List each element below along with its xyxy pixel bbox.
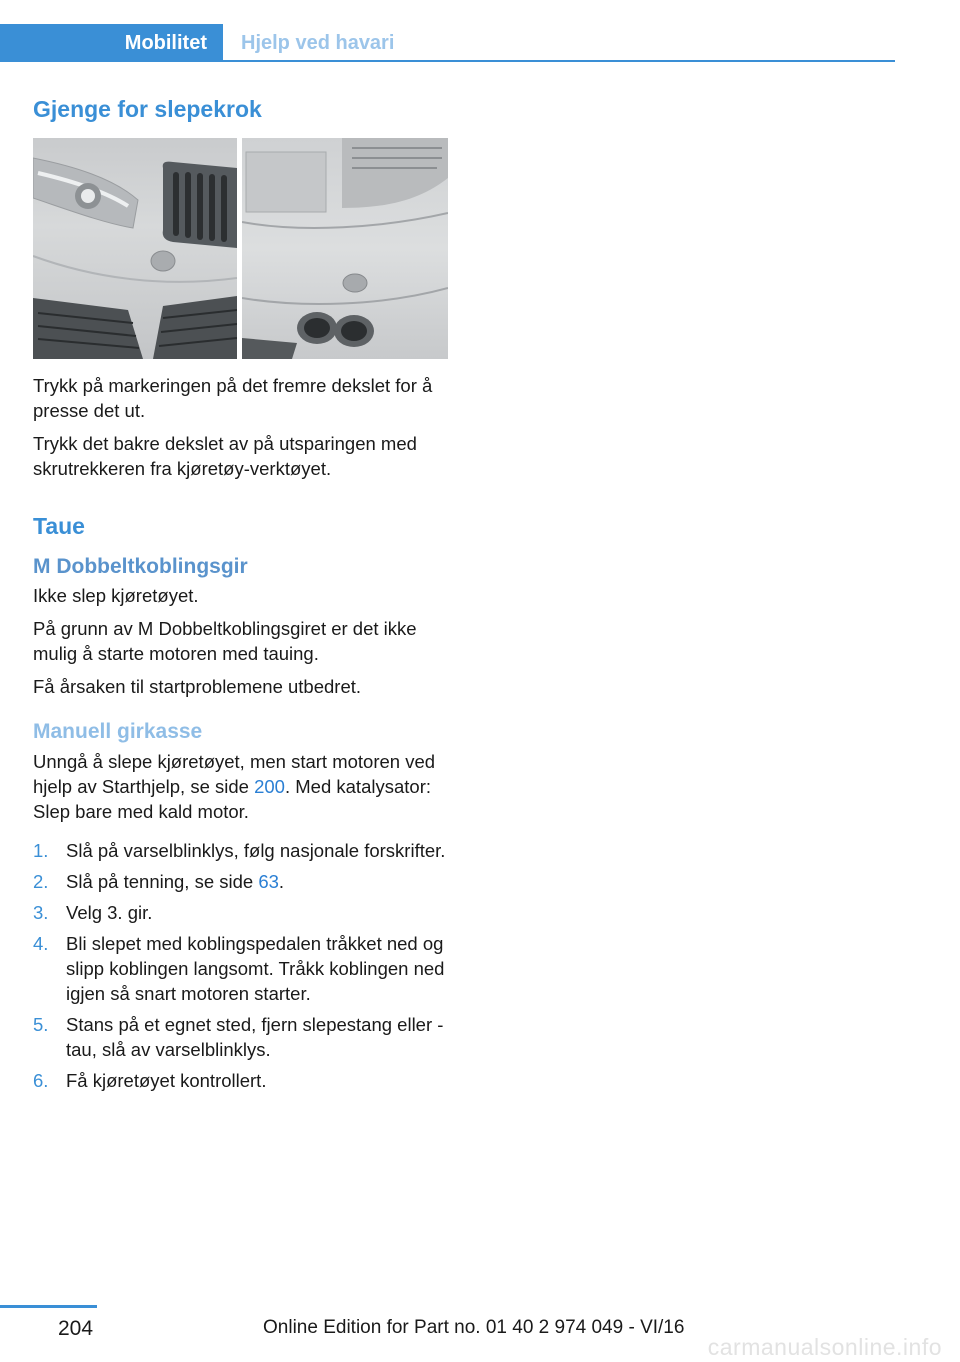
step-number: 3. [33,901,49,923]
step-number: 6. [33,1069,49,1091]
step-text: Slå på varselblinklys, følg nasjonale forskrifter. [66,839,446,861]
front-bumper-image [33,138,237,359]
paragraph-front-cover: Trykk på markeringen på det fremre dekslet for å presse det ut. [33,374,433,421]
list-item [33,869,448,894]
page-number: 204 [58,1317,94,1340]
footer-divider [0,1305,97,1308]
paragraph-rear-cover: Trykk det bakre dekslet av på utsparingen med skrutrekkeren fra kjøretøy-verktøyet. [33,432,417,479]
page-content [33,96,448,1099]
step-text: Velg 3. gir. [66,901,153,923]
section-title-gjenge: Gjenge for slepekrok [33,96,262,122]
list-item [33,931,448,1006]
page-header [0,24,895,62]
subsection-title-manuell: Manuell girkasse [33,720,203,744]
list-item [33,900,448,925]
step-text: Slå på tenning, se side [66,870,259,892]
rear-bumper-image [242,138,448,359]
tab-hjelp-ved-havari[interactable]: Hjelp ved havari [241,32,395,54]
step-number: 4. [33,932,49,954]
watermark: carmanualsonline.info [707,1334,942,1360]
manual-intro-text-end: . Med katalysator: Slep bare med kald motor. [33,775,431,822]
list-item [33,1068,448,1093]
step-number: 2. [33,870,49,892]
step-number: 5. [33,1013,49,1035]
step-text: Få kjøretøyet kontrollert. [66,1069,267,1091]
edition-text: Online Edition for Part no. 01 40 2 974 049 - VI/16 [263,1317,685,1338]
tow-hook-thread-figure [33,138,448,359]
section-title-taue: Taue [33,512,85,539]
paragraph-fix-cause: Få årsaken til startproblemene utbedret. [33,676,362,698]
list-item [33,838,448,863]
paragraph-manual-intro [33,749,448,824]
header-divider [0,60,895,62]
tab-mobilitet-label: Mobilitet [124,32,207,54]
step-text-end: . [278,870,285,892]
paragraph-cannot-start: På grunn av M Dobbeltkoblingsgiret er det ikke mulig å starte motoren med tauing. [33,618,417,665]
tow-steps-list [33,838,448,1093]
step-text: Bli slepet med koblingspedalen tråkket ned og slipp koblingen langsomt. Tråkk koblingen ned igjen så snart motoren starter. [66,932,445,1004]
tab-mobilitet[interactable] [0,24,223,62]
page-link-63[interactable]: 63 [258,870,279,892]
step-text: Stans på et egnet sted, fjern slepestang eller -tau, slå av varselblinklys. [66,1013,444,1060]
paragraph-no-tow: Ikke slep kjøretøyet. [33,585,199,607]
step-number: 1. [33,839,49,861]
subsection-title-dobbeltkobling: M Dobbeltkoblingsgir [33,555,248,579]
manual-intro-text: Unngå å slepe kjøretøyet, men start motoren ved hjelp av Starthjelp, se side [33,750,436,797]
page-link-200[interactable]: 200 [254,775,285,797]
list-item [33,1012,448,1062]
